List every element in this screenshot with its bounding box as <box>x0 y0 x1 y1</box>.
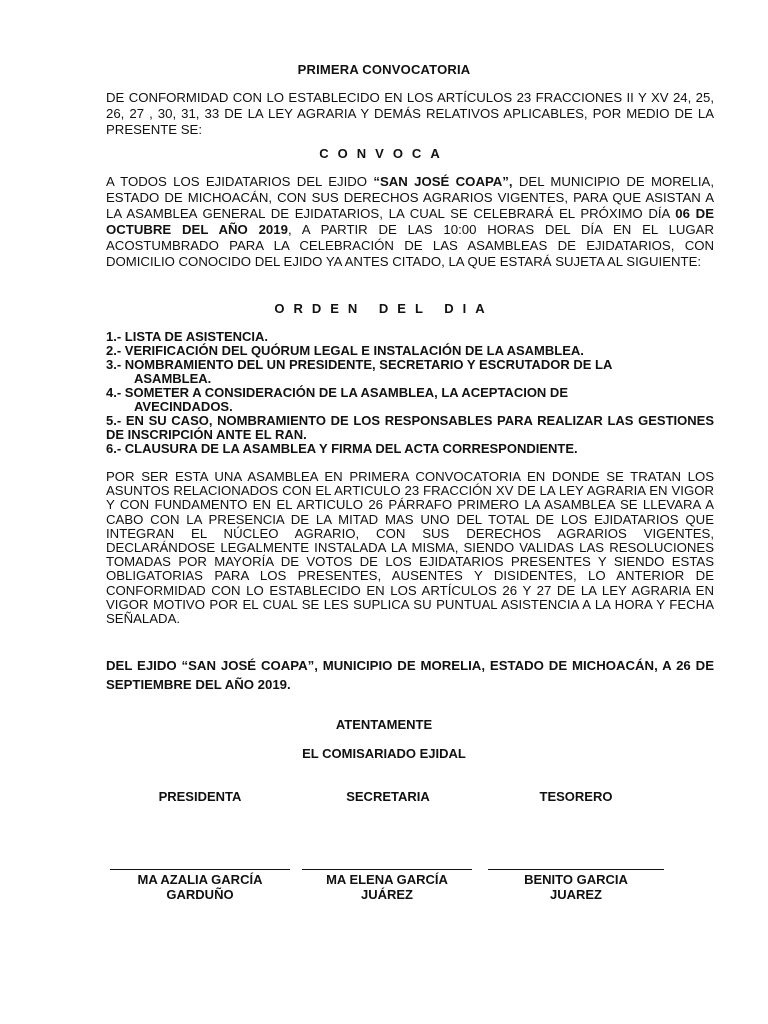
signature-line <box>488 869 664 870</box>
role-secretaria: SECRETARIA <box>346 789 430 804</box>
body-text-1: A TODOS LOS EJIDATARIOS DEL EJIDO <box>106 174 374 189</box>
convoca-heading: CONVOCA <box>319 146 449 161</box>
agenda-item: 2.- VERIFICACIÓN DEL QUÓRUM LEGAL E INSTALACIÓN DE LA ASAMBLEA. <box>106 343 584 358</box>
body-text-2: DEL MUNICIPIO DE MORELIA, ESTADO DE MICHOACÁN, CON SUS DERECHOS AGRARIOS VIGENTES, PARA QUE ASISTAN A LA ASAMBLEA GENERAL DE EJIDATARIOS, LA CUAL SE CELEBRARÁ EL PRÓXIMO DÍA <box>106 174 714 221</box>
role-presidenta: PRESIDENTA <box>158 789 242 804</box>
role-tesorero: TESORERO <box>539 789 613 804</box>
ejido-name: “SAN JOSÉ COAPA”, <box>373 174 513 189</box>
agenda-item: 6.- CLAUSURA DE LA ASAMBLEA Y FIRMA DEL ACTA CORRESPONDIENTE. <box>106 441 578 456</box>
signatory-name-presidenta: MA AZALIA GARCÍA GARDUÑO <box>137 872 263 902</box>
comisariado-label: EL COMISARIADO EJIDAL <box>302 746 466 761</box>
orden-del-dia-heading: ORDEN DEL DIA <box>274 301 494 316</box>
quorum-paragraph: POR SER ESTA UNA ASAMBLEA EN PRIMERA CONVOCATORIA EN DONDE SE TRATAN LOS ASUNTOS RELACIONADOS CON EL ARTICULO 23 FRACCIÓN XV DE LA LEY AGRARIA EN VIGOR Y CON FUNDAMENTO EN EL ARTICULO 26 PÁRRAFO PRIMERO LA ASAMBLEA SE LLEVARA A CABO CON LA PRESENCIA DE LA MITAD MAS UNO DEL TOTAL DE LOS EJIDATARIOS QUE INTEGRAN EL NÚCLEO AGRARIO, CON SUS DERECHOS AGRARIOS VIGENTES, DECLARÁNDOSE LEGALMENTE INSTALADA LA MISMA, SIENDO VALIDAS LAS RESOLUCIONES TOMADAS POR MAYORÍA DE VOTOS DE LOS EJIDATARIOS PRESENTES Y SIENDO ESTAS OBLIGATORIAS PARA LOS PRESENTES, AUSENTES Y DISIDENTES, LO ANTERIOR DE CONFORMIDAD CON LO ESTABLECIDO EN LOS ARTÍCULOS 26 Y 27 DE LA LEY AGRARIA EN VIGOR MOTIVO POR EL CUAL SE LES SUPLICA SU PUNTUAL ASISTENCIA A LA HORA Y FECHA SEÑALADA. <box>106 469 714 627</box>
document-title: PRIMERA CONVOCATORIA <box>297 62 471 77</box>
signature-line <box>110 869 290 870</box>
agenda-item: 3.- NOMBRAMIENTO DEL UN PRESIDENTE, SECRETARIO Y ESCRUTADOR DE LA ASAMBLEA. <box>106 357 613 386</box>
signatory-name-tesorero: BENITO GARCIA JUAREZ <box>524 872 628 902</box>
convocation-paragraph <box>106 174 714 270</box>
closing-place-date: DEL EJIDO “SAN JOSÉ COAPA”, MUNICIPIO DE MORELIA, ESTADO DE MICHOACÁN, A 26 DE SEPTIEMBRE DEL AÑO 2019. <box>106 658 714 692</box>
intro-paragraph: DE CONFORMIDAD CON LO ESTABLECIDO EN LOS ARTÍCULOS 23 FRACCIONES II Y XV 24, 25, 26, 27 , 30, 31, 33 DE LA LEY AGRARIA Y DEMÁS RELATIVOS APLICABLES, POR MEDIO DE LA PRESENTE SE: <box>106 90 714 137</box>
agenda-item: 4.- SOMETER A CONSIDERACIÓN DE LA ASAMBLEA, LA ACEPTACION DE AVECINDADOS. <box>106 385 568 414</box>
signatory-name-secretaria: MA ELENA GARCÍA JUÁREZ <box>326 872 448 902</box>
agenda-list <box>106 330 714 456</box>
assembly-date: 06 DE OCTUBRE DEL AÑO 2019 <box>106 206 714 237</box>
atentamente-label: ATENTAMENTE <box>335 717 433 732</box>
signature-line <box>302 869 472 870</box>
agenda-item: 1.- LISTA DE ASISTENCIA. <box>106 329 269 344</box>
body-text-3: , A PARTIR DE LAS 10:00 HORAS DEL DÍA EN EL LUGAR ACOSTUMBRADO PARA LA CELEBRACIÓN DE LAS ASAMBLEAS DE EJIDATARIOS, CON DOMICILIO CONOCIDO DEL EJIDO YA ANTES CITADO, LA QUE ESTARÁ SUJETA AL SIGUIENTE: <box>106 222 714 269</box>
agenda-item: 5.- EN SU CASO, NOMBRAMIENTO DE LOS RESPONSABLES PARA REALIZAR LAS GESTIONES DE INSCRIPCIÓN ANTE EL RAN. <box>106 413 714 442</box>
